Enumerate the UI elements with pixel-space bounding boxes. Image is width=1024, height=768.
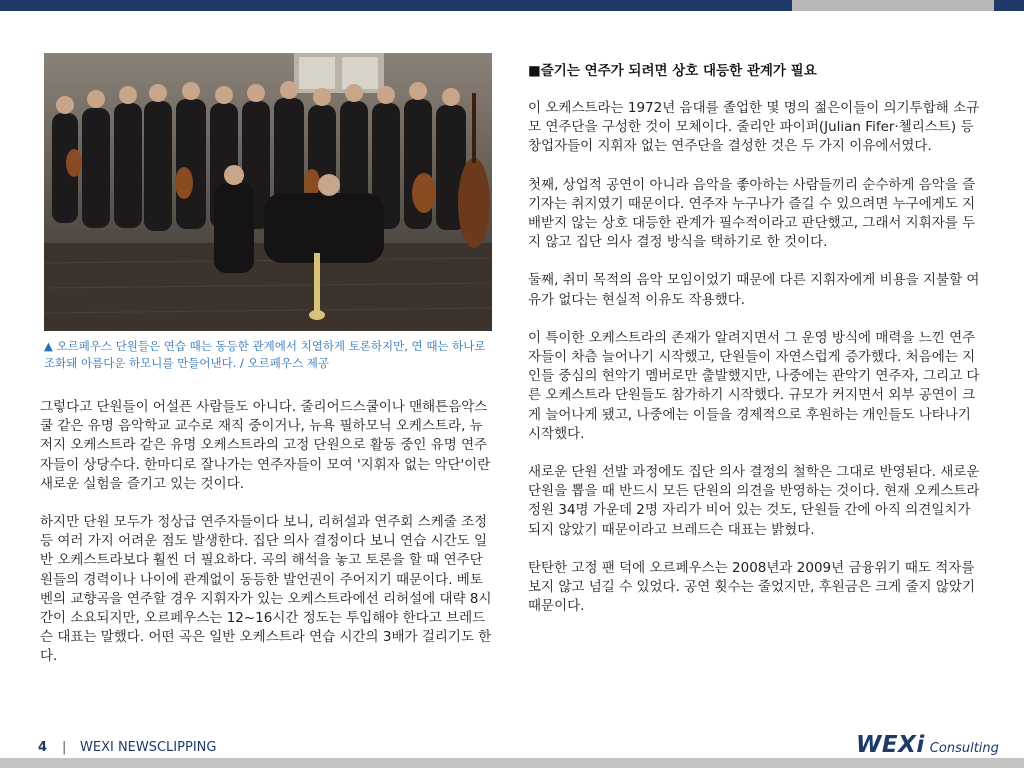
- top-accent-bar-end: [994, 0, 1024, 11]
- logo-wordmark: WEXi: [856, 732, 925, 758]
- left-column: [40, 398, 492, 686]
- wexi-logo: [856, 732, 999, 758]
- bottom-accent-bar: [0, 758, 1024, 768]
- photo-illustration: [44, 53, 492, 331]
- body-paragraph: 이 특이한 오케스트라의 존재가 알려지면서 그 운영 방식에 매력을 느낀 연주자들이 차츰 늘어나기 시작했고, 단원들이 자연스럽게 증가했다. 처음에는 지인들 중심의 현악기 멤버로만 출발했지만, 나중에는 관악기 연주자, 그리고 다른 오케스트라 단원들도 참가하기 시작했다. 규모가 커지면서 외부 공연이 크게 늘어나게 됐고, 나중에는 이들을 경제적으로 후원하는 개인들도 나타나기 시작했다.: [528, 329, 980, 442]
- body-paragraph: 탄탄한 고정 팬 덕에 오르페우스는 2008년과 2009년 금융위기 때도 적자를 보지 않고 넘길 수 있었다. 공연 횟수는 줄었지만, 후원금은 크게 줄지 않았기 때문이다.: [528, 559, 976, 615]
- logo-subtext: Consulting: [929, 741, 999, 756]
- body-paragraph: 하지만 단원 모두가 정상급 연주자들이다 보니, 리허설과 연주회 스케줄 조정 등 여러 가지 어려운 점도 발생한다. 집단 의사 결정이다 보니 연습 시간도 일반 오케스트라보다 훨씬 더 필요하다. 곡의 해석을 놓고 토론을 할 때 연주단원들의 경력이나 나이에 관계없이 동등한 발언권이 주어지기 때문이다. 베토벤의 교향곡을 연주할 경우 지휘자가 있는 오케스트라에선 리허설에 대략 8시간이 소요되지만, 오르페우스는 12~16시간 정도는 투입해야 한다고 브레드슨 대표는 말했다. 어떤 곡은 일반 오케스트라 연습 시간의 3배가 걸리기도 한다.: [40, 514, 492, 665]
- orchestra-photo: [44, 53, 492, 331]
- body-paragraph: 둘째, 취미 목적의 음악 모임이었기 때문에 다른 지휘자에게 비용을 지불할 여유가 없다는 현실적 이유도 작용했다.: [528, 272, 980, 308]
- top-accent-bar: [0, 0, 792, 11]
- body-paragraph: 이 오케스트라는 1972년 음대를 졸업한 몇 명의 젊은이들이 의기투합해 소규모 연주단을 구성한 것이 모체이다. 줄리안 파이퍼(Julian Fifer·첼리스트) 등 창업자들이 지휘자 없는 연주단을 결성한 것은 두 가지 이유에서였다.: [528, 100, 980, 155]
- top-accent-bar-light: [792, 0, 994, 11]
- body-paragraph: 그렇다고 단원들이 어설픈 사람들도 아니다. 줄리어드스쿨이나 맨해튼음악스쿨 같은 유명 음악학교 교수로 재직 중이거나, 뉴욕 필하모닉 오케스트라, 뉴저지 오케스트라 같은 유명 오케스트라의 고정 단원으로 활동 중인 유명 연주자들이 상당수다. 한마디로 잘나가는 연주자들이 모여 '지휘자 없는 악단'이란 새로운 실험을 즐기고 있는 것이다.: [40, 399, 491, 492]
- body-paragraph: 첫째, 상업적 공연이 아니라 음악을 좋아하는 사람들끼리 순수하게 음악을 즐기자는 취지였기 때문이다. 연주자 누구나가 즐길 수 있으려면 누구에게도 지배받지 않는 상호 대등한 관계가 필수적이라고 판단했고, 그래서 지휘자를 두지 않고 집단 의사 결정 방식을 택하기로 한 것이다.: [528, 176, 976, 251]
- section-heading: ■즐기는 연주가 되려면 상호 대등한 관계가 필요: [528, 63, 817, 79]
- footer-separator: |: [62, 740, 67, 755]
- body-paragraph: 새로운 단원 선발 과정에도 집단 의사 결정의 철학은 그대로 반영된다. 새로운 단원을 뽑을 때 반드시 모든 단원의 의견을 반영하는 것이다. 현재 오케스트라 정원 34명 가운데 2명 자리가 비어 있는 것도, 단원들 간에 아직 의견일치가 되지 않았기 때문이라고 브레드슨 대표는 밝혔다.: [528, 464, 980, 538]
- page-number: 4: [38, 740, 48, 755]
- right-column: [528, 62, 984, 635]
- photo-caption: ▲ 오르페우스 단원들은 연습 때는 동등한 관계에서 치열하게 토론하지만, 연 때는 하나로 조화돼 아름다운 하모니를 만들어낸다. / 오르페우스 제공: [44, 339, 486, 370]
- footer-label: WEXI NEWSCLIPPING: [80, 740, 217, 755]
